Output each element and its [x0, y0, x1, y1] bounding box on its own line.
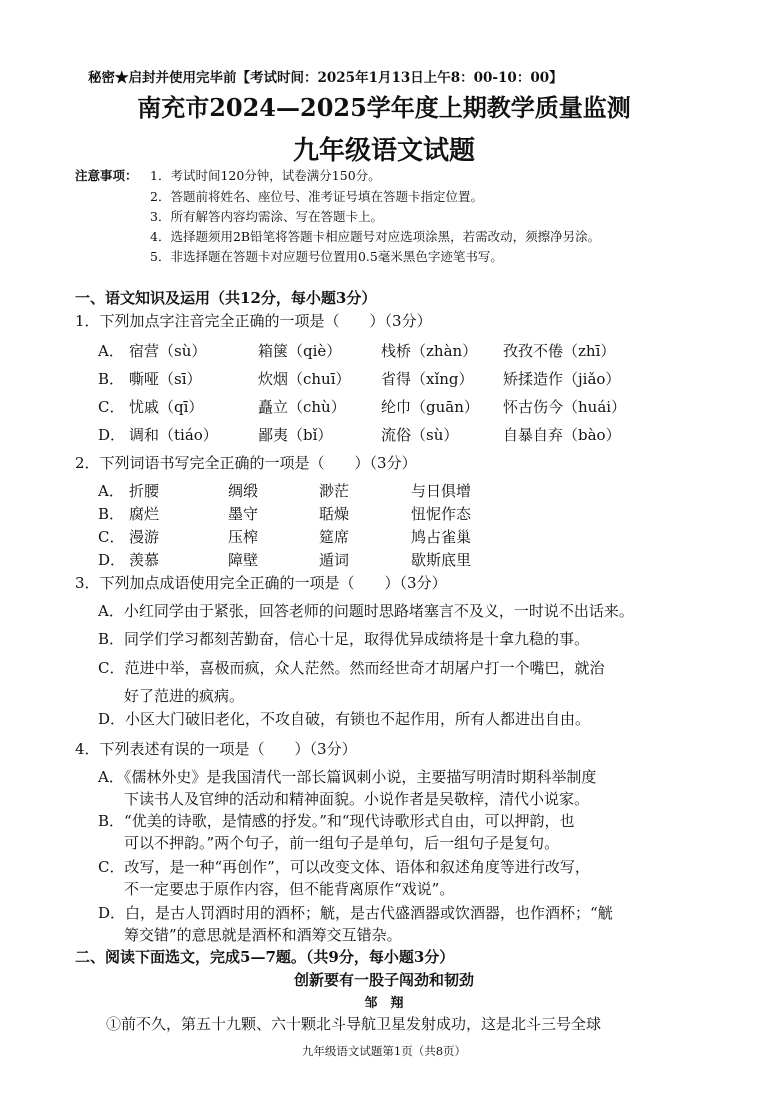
- q4-option-b: B．“优美的诗歌，是情感的抒发。”和“现代诗歌形式自由，可以押韵，也: [98, 812, 575, 830]
- q4-option-a: A．《儒林外史》是我国清代一部长篇讽刺小说，主要描写明清时期科举制度: [98, 768, 597, 786]
- q3-option-c: C．范进中举，喜极而疯，众人茫然。然而经世奇才胡屠户打一个嘴巴，就治: [98, 659, 605, 677]
- q2-option-cell: 绸缎: [228, 482, 259, 500]
- q3-option-b: B．同学们学习都刻苦勤奋，信心十足，取得优异成绩将是十拿九稳的事。: [98, 630, 590, 648]
- q1-option-cell: 鄙夷（bǐ）: [258, 426, 333, 444]
- q2-option-cell: 聒燥: [319, 505, 350, 523]
- q1-option-cell: 嘶哑（sī）: [129, 370, 202, 388]
- question-4-stem: 4．下列表述有误的一项是（ ）（3分）: [75, 740, 357, 758]
- article-paragraph-1: ①前不久，第五十九颗、六十颗北斗导航卫星发射成功，这是北斗三号全球: [106, 1015, 602, 1033]
- q2-option-label: B．: [98, 505, 125, 523]
- q4-option-d-cont: 筹交错”的意思就是酒杯和酒筹交互错杂。: [124, 926, 402, 944]
- q4-option-c-cont: 不一定要忠于原作内容，但不能背离原作“戏说”。: [124, 880, 455, 898]
- q1-option-label: B．: [98, 370, 125, 388]
- q3-option-c-cont: 好了范进的疯病。: [124, 687, 245, 705]
- exam-title: 南充市2024—2025学年度上期教学质量监测: [137, 93, 631, 122]
- q1-option-cell: 栈桥（zhàn）: [381, 342, 478, 360]
- section-two-heading: 二、阅读下面选文，完成5—7题。（共9分，每小题3分）: [75, 948, 455, 966]
- q2-option-cell: 折腰: [129, 482, 160, 500]
- q1-option-cell: 矫揉造作（jiǎo）: [503, 370, 621, 388]
- q1-option-cell: 自暴自弃（bào）: [503, 426, 621, 444]
- q1-option-cell: 矗立（chù）: [258, 398, 346, 416]
- q2-option-cell: 渺茫: [319, 482, 350, 500]
- section-one-heading: 一、语文知识及运用（共12分，每小题3分）: [75, 289, 377, 307]
- paper-title: 九年级语文试题: [292, 136, 475, 166]
- note-item: 1．考试时间120分钟，试卷满分150分。: [150, 168, 381, 183]
- q1-option-cell: 箱箧（qiè）: [258, 342, 342, 360]
- q2-option-cell: 鸠占雀巢: [411, 528, 472, 546]
- confidential-header: 秘密★启封并使用完毕前【考试时间：2025年1月13日上午8：00-10：00】: [88, 70, 563, 86]
- q1-option-cell: 怀古伤今（huái）: [503, 398, 627, 416]
- note-item: 4．选择题须用2B铅笔将答题卡相应题号对应选项涂黑，若需改动，须擦净另涂。: [150, 229, 601, 244]
- q2-option-cell: 腐烂: [129, 505, 160, 523]
- article-author: 邹 翔: [364, 996, 404, 1011]
- q2-option-label: D．: [98, 551, 126, 569]
- q2-option-cell: 羡慕: [129, 551, 160, 569]
- note-item: 5．非选择题在答题卡对应题号位置用0.5毫米黑色字迹笔书写。: [150, 249, 503, 264]
- notes-label: 注意事项：: [75, 168, 138, 183]
- q1-option-cell: 调和（tiáo）: [129, 426, 218, 444]
- note-item: 3．所有解答内容均需涂、写在答题卡上。: [150, 209, 383, 224]
- q1-option-cell: 宿营（sù）: [129, 342, 207, 360]
- question-1-stem: 1．下列加点字注音完全正确的一项是（ ）（3分）: [75, 312, 432, 330]
- note-item: 2．答题前将姓名、座位号、准考证号填在答题卡指定位置。: [150, 189, 483, 204]
- q1-option-label: D．: [98, 426, 126, 444]
- q3-option-a: A．小红同学由于紧张，回答老师的问题时思路堵塞言不及义，一时说不出话来。: [98, 602, 634, 620]
- q4-option-b-cont: 可以不押韵。”两个句子，前一组句子是单句，后一组句子是复句。: [124, 834, 560, 852]
- q1-option-cell: 孜孜不倦（zhī）: [503, 342, 616, 360]
- q1-option-cell: 纶巾（guān）: [381, 398, 479, 416]
- q1-option-cell: 炊烟（chuī）: [258, 370, 351, 388]
- q2-option-cell: 障壁: [228, 551, 259, 569]
- page-footer: 九年级语文试题第1页（共8页）: [301, 1044, 467, 1058]
- q2-option-label: C．: [98, 528, 125, 546]
- q2-option-cell: 漫游: [129, 528, 160, 546]
- q1-option-label: C．: [98, 398, 125, 416]
- q2-option-cell: 与日俱增: [411, 482, 472, 500]
- q2-option-label: A．: [98, 482, 124, 500]
- q2-option-cell: 压榨: [228, 528, 259, 546]
- article-title: 创新要有一股子闯劲和韧劲: [293, 971, 474, 989]
- q2-option-cell: 墨守: [228, 505, 259, 523]
- q1-option-cell: 流俗（sù）: [381, 426, 459, 444]
- q2-option-cell: 遁词: [319, 551, 350, 569]
- q2-option-cell: 忸怩作态: [411, 505, 472, 523]
- question-3-stem: 3．下列加点成语使用完全正确的一项是（ ）（3分）: [75, 574, 447, 592]
- q4-option-c: C．改写，是一种“再创作”，可以改变文体、语体和叙述角度等进行改写，: [98, 858, 590, 876]
- q1-option-cell: 忧戚（qī）: [129, 398, 204, 416]
- q1-option-label: A．: [98, 342, 124, 360]
- q4-option-d: D．白，是古人罚酒时用的酒杯；觥，是古代盛酒器或饮酒器，也作酒杯；“觥: [98, 904, 613, 922]
- question-2-stem: 2．下列词语书写完全正确的一项是（ ）（3分）: [75, 454, 417, 472]
- q1-option-cell: 省得（xǐng）: [381, 370, 474, 388]
- q2-option-cell: 歇斯底里: [411, 551, 472, 569]
- q3-option-d: D．小区大门破旧老化，不攻自破，有锁也不起作用，所有人都进出自由。: [98, 710, 591, 728]
- q2-option-cell: 筵席: [319, 528, 350, 546]
- q4-option-a-cont: 下读书人及官绅的活动和精神面貌。小说作者是吴敬梓，清代小说家。: [124, 790, 590, 808]
